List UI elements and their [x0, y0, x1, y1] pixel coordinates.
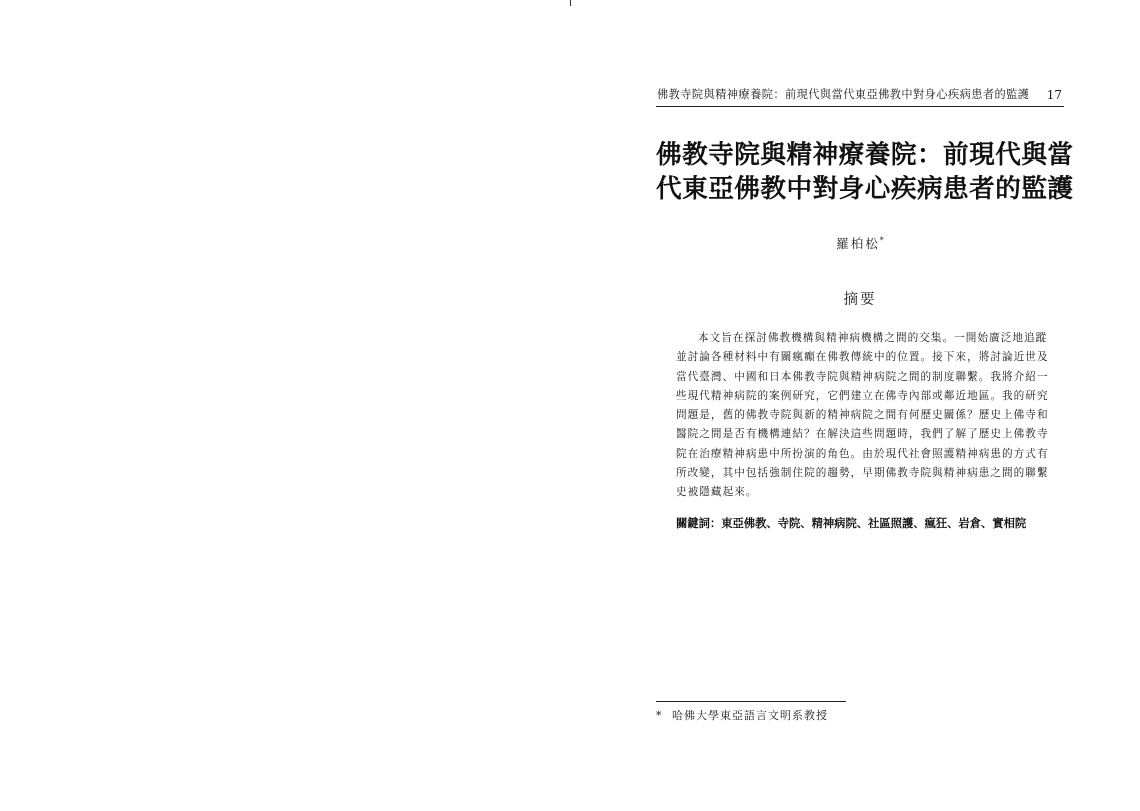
author-name: 羅柏松: [836, 236, 880, 251]
abstract-heading: 摘要: [843, 292, 877, 308]
abstract-line: 並討論各種材料中有關瘋癲在佛教傳統中的位置。接下來，將討論近世及: [676, 351, 1049, 364]
abstract-line: 本文旨在探討佛教機構與精神病機構之間的交集。一開始廣泛地追蹤: [698, 332, 1048, 344]
article-title-line: 代東亞佛教中對身心疾病患者的監護: [656, 174, 1074, 204]
article-title-line: 佛教寺院與精神療養院：前現代與當: [656, 140, 1074, 170]
footnote-mark: *: [656, 709, 663, 722]
author-footnote-mark: *: [879, 236, 884, 245]
abstract-line: 所改變，其中包括強制住院的趨勢，早期佛教寺院與精神病患之間的聯繫: [676, 467, 1049, 480]
running-head-title: 佛教寺院與精神療養院：前現代與當代東亞佛教中對身心疾病患者的監護: [657, 88, 1030, 101]
abstract-line: 問題是，舊的佛教寺院與新的精神病院之間有何歷史關係？歷史上佛寺和: [676, 409, 1049, 422]
footnote-divider: [656, 701, 846, 702]
abstract-line: 院在治療精神病患中所扮演的角色。由於現代社會照護精神病患的方式有: [676, 447, 1049, 460]
abstract-line: 些現代精神病院的案例研究，它們建立在佛寺內部或鄰近地區。我的研究: [676, 389, 1049, 402]
footnote-text: 哈佛大學東亞語言文明系教授: [672, 709, 828, 722]
keywords: 關鍵詞：東亞佛教、寺院、精神病院、社區照護、瘋狂、岩倉、實相院: [676, 517, 1027, 530]
journal-page: [656, 86, 1074, 786]
footnote: [656, 707, 1064, 723]
page-number: 17: [1046, 88, 1062, 102]
crop-mark: [570, 0, 571, 6]
abstract-line: 當代臺灣、中國和日本佛教寺院與精神病院之間的制度聯繫。我將介紹一: [676, 370, 1049, 383]
running-head: [656, 86, 1064, 107]
abstract-line: 史被隱藏起來。: [676, 486, 758, 499]
article-title: [656, 138, 1074, 206]
abstract-body: [676, 329, 1048, 503]
abstract-line: 醫院之間是否有機構連結？在解決這些問題時，我們了解了歷史上佛教寺: [676, 428, 1049, 441]
author-byline: [656, 234, 1064, 252]
